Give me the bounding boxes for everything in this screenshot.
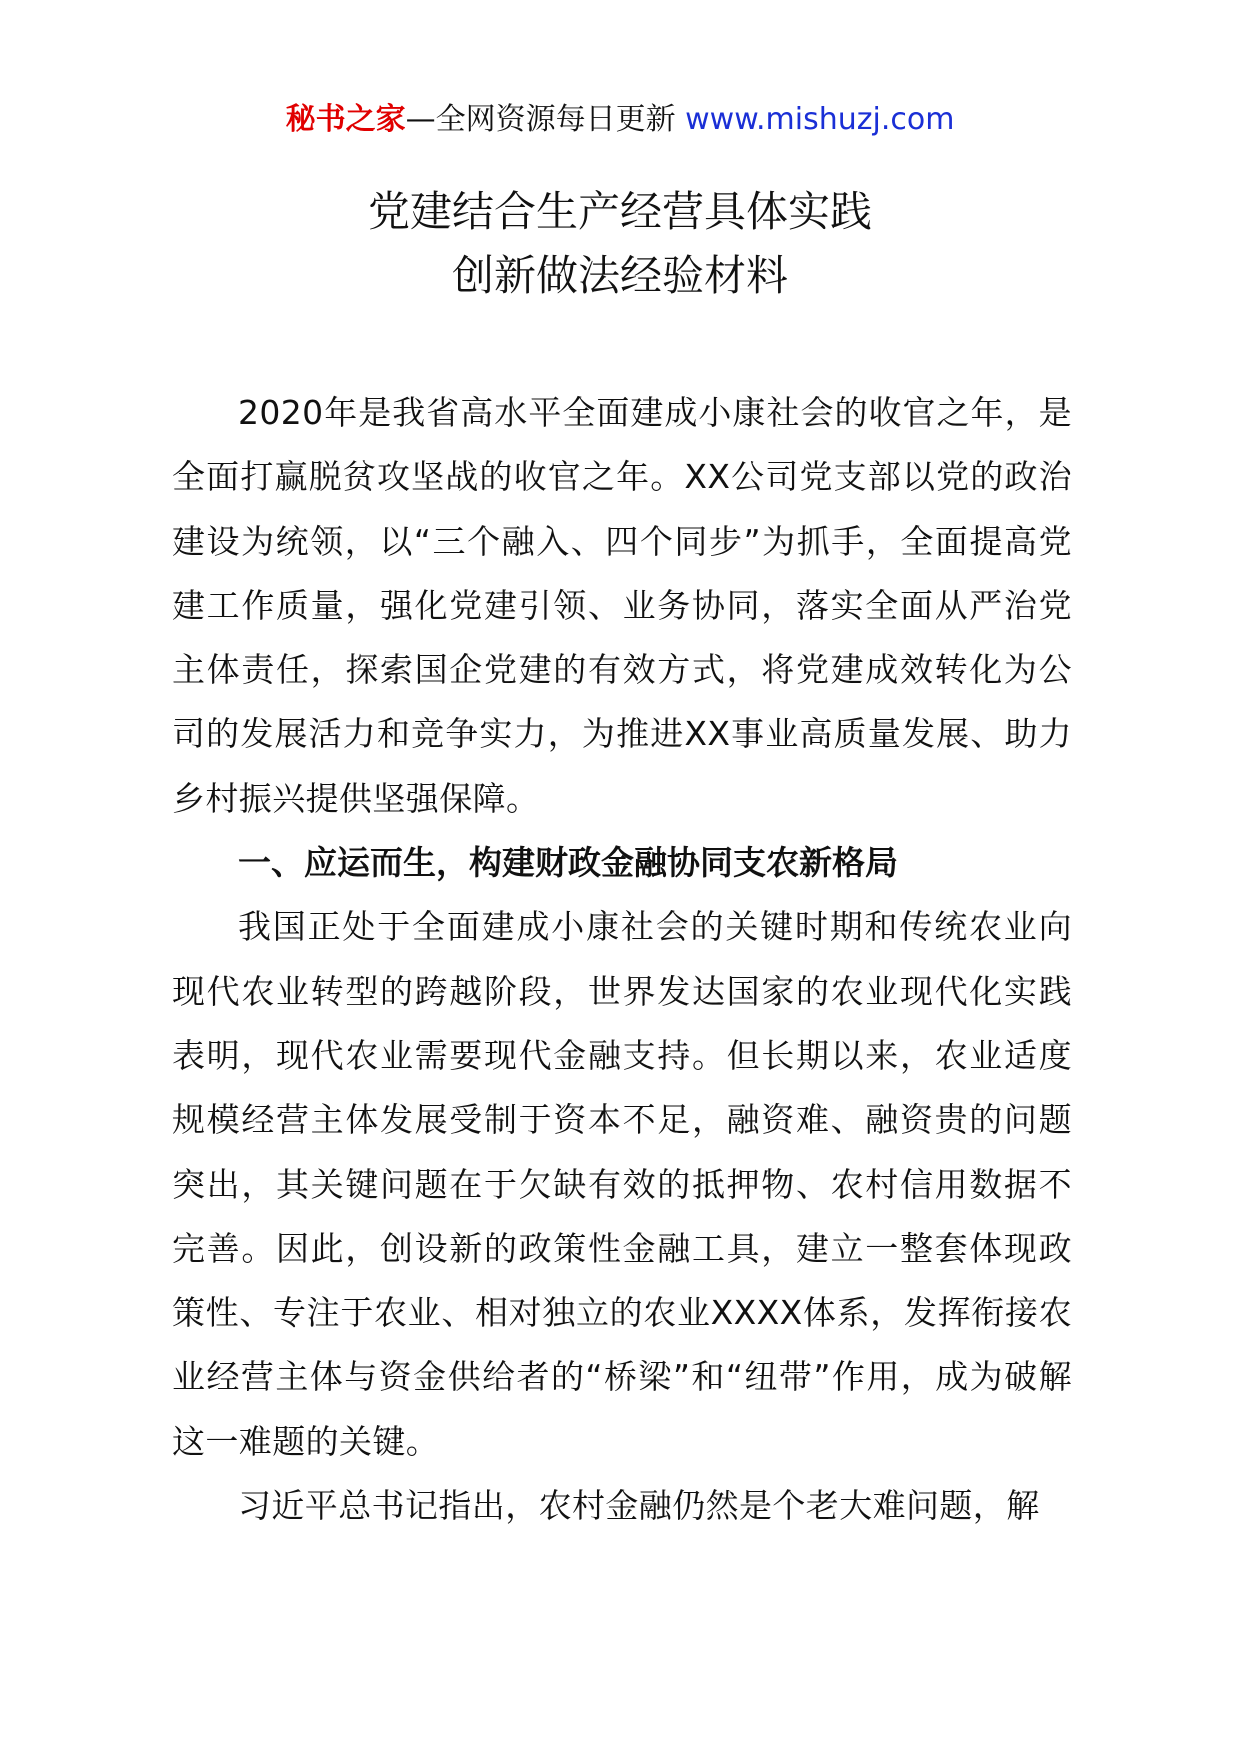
paragraph-quote: 习近平总书记指出，农村金融仍然是个老大难问题，解 (238, 1486, 1040, 1526)
document-body (172, 381, 1072, 1538)
site-brand: 秘书之家 (285, 102, 406, 137)
document-title-line-1: 党建结合生产经营具体实践 (367, 187, 872, 236)
site-tagline: —全网资源每日更新 (405, 102, 676, 137)
site-header (0, 98, 1240, 142)
paragraph-background: 我国正处于全面建成小康社会的关键时期和传统农业向现代农业转型的跨越阶段，世界发达国家的农业现代化实践表明，现代农业需要现代金融支持。但长期以来，农业适度规模经营主体发展受制于资本不足，融资难、融资贵的问题突出，其关键问题在于欠缺有效的抵押物、农村信用数据不完善。因此，创设新的政策性金融工具，建立一整套体现政策性、专注于农业、相对独立的农业XXXX体系，发挥衔接农业经营主体与资金供给者的“桥梁”和“纽带”作用，成为破解这一难题的关键。 (172, 907, 1072, 1461)
site-url-link[interactable]: www.mishuzj.com (685, 102, 955, 137)
document-title-line-2: 创新做法经验材料 (451, 251, 788, 300)
paragraph-intro: 2020年是我省高水平全面建成小康社会的收官之年，是全面打赢脱贫攻坚战的收官之年。XX公司党支部以党的政治建设为统领，以“三个融入、四个同步”为抓手，全面提高党建工作质量，强化党建引领、业务协同，落实全面从严治党主体责任，探索国企党建的有效方式，将党建成效转化为公司的发展活力和竞争实力，为推进XX事业高质量发展、助力乡村振兴提供坚强保障。 (172, 393, 1072, 818)
section-heading-1: 一、应运而生，构建财政金融协同支农新格局 (238, 843, 898, 883)
document-title (0, 180, 1240, 308)
